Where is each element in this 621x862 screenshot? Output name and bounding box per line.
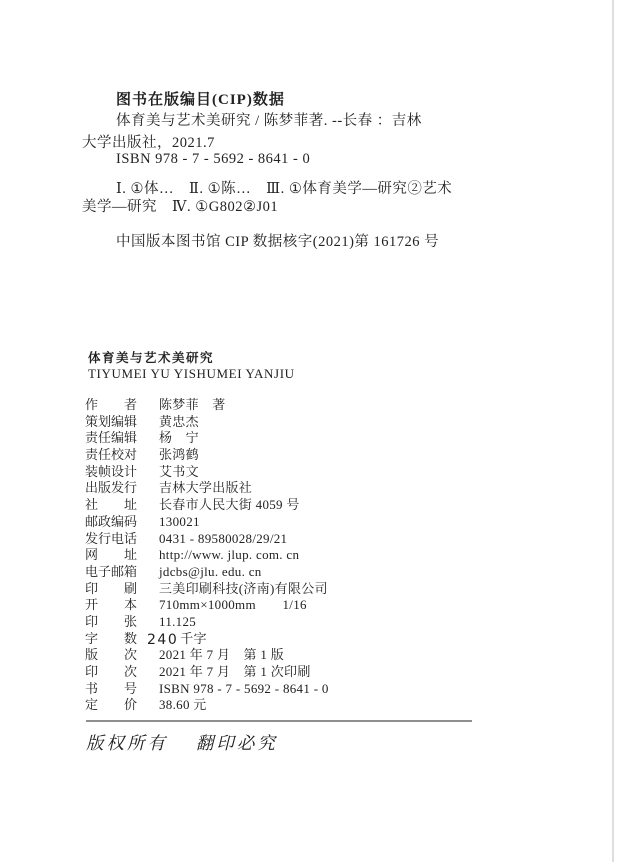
colophon-list (85, 397, 329, 714)
book-title-chinese: 体育美与艺术美研究 (88, 351, 215, 365)
colophon-row (85, 497, 329, 514)
divider-rule (86, 720, 472, 722)
colophon-label: 印 张 (85, 613, 138, 629)
colophon-row (85, 430, 329, 447)
colophon-row (85, 447, 329, 464)
colophon-row (85, 397, 329, 414)
colophon-value: 吉林大学出版社 (159, 480, 253, 496)
cip-isbn-line: ISBN 978 - 7 - 5692 - 8641 - 0 (116, 151, 311, 167)
cip-title-line: 体育美与艺术美研究 / 陈梦菲著. --长春 ：吉林 (116, 113, 422, 129)
colophon-label: 书 号 (85, 680, 138, 696)
colophon-row (85, 697, 329, 714)
colophon-label: 定 价 (85, 697, 138, 713)
colophon-row (85, 514, 329, 531)
page-edge-line (612, 0, 614, 862)
colophon-label: 开 本 (85, 597, 138, 613)
cip-classification-line-1: Ⅰ. ①体… Ⅱ. ①陈… Ⅲ. ①体育美学—研究②艺术 (116, 181, 453, 197)
cip-record-number-line: 中国版本图书馆 CIP 数据核字(2021)第 161726 号 (116, 234, 440, 250)
colophon-row (85, 614, 329, 631)
colophon-value: jdcbs@jlu. edu. cn (159, 563, 262, 579)
cip-classification-line-2: 美学—研究 Ⅳ. ①G802②J01 (82, 199, 279, 215)
colophon-value: 11.125 (159, 613, 197, 629)
colophon-row (85, 664, 329, 681)
colophon-label: 策划编辑 (85, 413, 138, 429)
cip-publisher-line: 大学出版社，2021.7 (82, 135, 215, 151)
colophon-row (85, 564, 329, 581)
colophon-label: 装帧设计 (85, 463, 138, 479)
colophon-value: 张鸿鹤 (159, 447, 199, 463)
colophon-value: 2021 年 7 月 第 1 次印刷 (159, 664, 311, 679)
colophon-value: 杨 宁 (159, 430, 199, 446)
colophon-value: 38.60 元 (159, 697, 207, 713)
colophon-row (85, 547, 329, 564)
colophon-label: 出版发行 (85, 480, 138, 496)
colophon-value: 三美印刷科技(济南)有限公司 (159, 580, 328, 596)
colophon-value: 130021 (159, 513, 200, 529)
colophon-value: 710mm×1000mm 1/16 (159, 597, 307, 613)
colophon-row (85, 480, 329, 497)
colophon-row (85, 681, 329, 698)
colophon-value: 长春市人民大街 4059 号 (159, 497, 300, 513)
colophon-label: 字 数 (85, 630, 138, 646)
colophon-row (85, 647, 329, 664)
colophon-label: 发行电话 (85, 530, 138, 546)
colophon-row (85, 581, 329, 598)
colophon-value: 艾书文 (159, 463, 199, 479)
colophon-label: 责任编辑 (85, 430, 138, 446)
colophon-value: 0431 - 89580028/29/21 (159, 530, 288, 546)
colophon-label: 社 址 (85, 497, 138, 513)
colophon-label: 印 次 (85, 664, 138, 679)
colophon-row (85, 464, 329, 481)
colophon-value: 陈梦菲 著 (159, 397, 226, 412)
colophon-label: 版 次 (85, 647, 138, 663)
colophon-label: 电子邮箱 (85, 563, 138, 579)
colophon-label: 责任校对 (85, 447, 138, 463)
colophon-label: 邮政编码 (85, 513, 138, 529)
colophon-label: 印 刷 (85, 580, 138, 596)
colophon-value: 2021 年 7 月 第 1 版 (159, 647, 285, 663)
colophon-row (85, 597, 329, 614)
book-title-pinyin: TIYUMEI YU YISHUMEI YANJIU (88, 366, 295, 381)
colophon-row (85, 531, 329, 548)
colophon-row (85, 414, 329, 431)
colophon-label: 作 者 (85, 397, 138, 412)
colophon-label: 网 址 (85, 547, 138, 563)
colophon-value: ISBN 978 - 7 - 5692 - 8641 - 0 (159, 680, 329, 696)
colophon-value: 240 千字 (147, 630, 207, 648)
colophon-value: http://www. jlup. com. cn (159, 547, 300, 563)
copyright-notice: 版权所有 翻印必究 (86, 733, 278, 753)
colophon-row (85, 631, 329, 648)
cip-heading: 图书在版编目(CIP)数据 (116, 92, 285, 108)
colophon-value: 黄忠杰 (159, 413, 199, 429)
word-count-number: 240 (147, 631, 179, 648)
